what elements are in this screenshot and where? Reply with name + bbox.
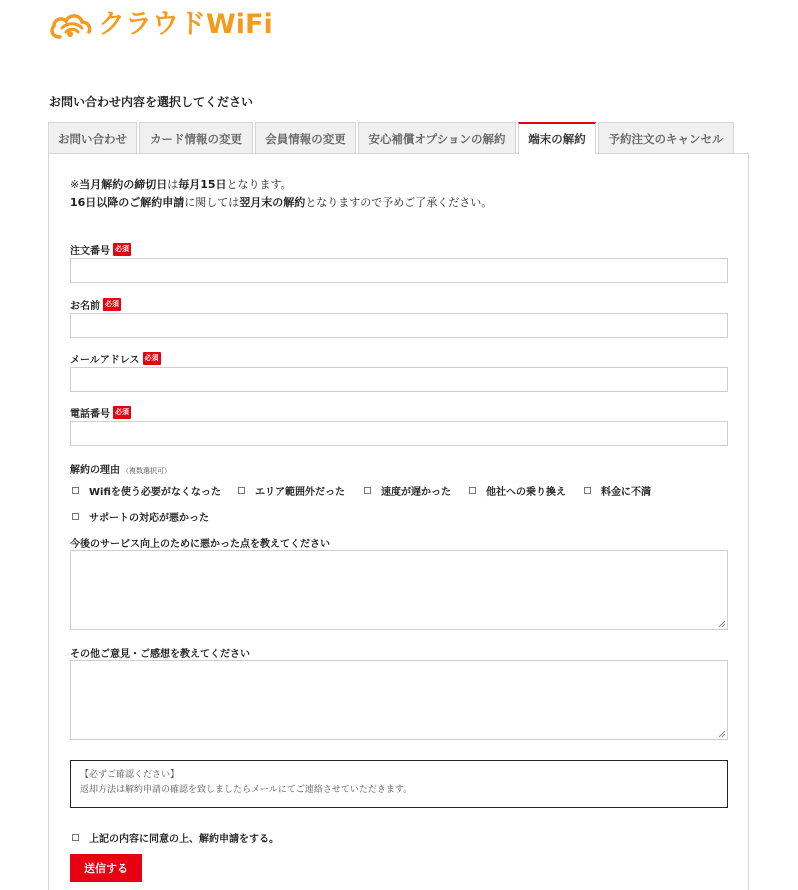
name-label bbox=[70, 297, 121, 312]
required-badge: 必須 bbox=[113, 406, 131, 419]
checkbox-label: 速度が遅かった bbox=[381, 487, 451, 498]
resize-grip-icon[interactable] bbox=[718, 620, 726, 628]
phone-label bbox=[70, 405, 131, 420]
reason-option-no-need[interactable] bbox=[72, 483, 221, 498]
resize-grip-icon[interactable] bbox=[718, 730, 726, 738]
confirmation-box bbox=[70, 760, 728, 808]
confirmation-title: 【必ずご確認ください】 bbox=[80, 770, 180, 780]
notice-bold: 当月解約の締切日 bbox=[79, 178, 168, 191]
notice-bold: 16日以降のご解約申請 bbox=[70, 196, 185, 209]
improvement-textarea[interactable] bbox=[70, 550, 728, 630]
order-number-label bbox=[70, 242, 131, 257]
tab-reservation-cancel[interactable]: 予約注文のキャンセル bbox=[598, 122, 734, 154]
reason-title bbox=[70, 461, 171, 476]
brand-name: クラウドWiFi bbox=[98, 9, 273, 40]
cloud-wifi-icon bbox=[48, 10, 94, 40]
required-badge: 必須 bbox=[143, 352, 161, 365]
tab-card-change[interactable]: カード情報の変更 bbox=[139, 122, 253, 154]
checkbox-label: 料金に不満 bbox=[601, 487, 651, 498]
reason-option-switch[interactable] bbox=[469, 483, 566, 498]
checkbox[interactable] bbox=[238, 487, 245, 494]
agree-checkbox[interactable] bbox=[72, 834, 79, 841]
reason-note: （複数選択可） bbox=[122, 467, 171, 475]
notice-bold: 翌月末の解約 bbox=[239, 196, 306, 209]
submit-button[interactable]: 送信する bbox=[70, 854, 142, 882]
email-input[interactable] bbox=[70, 367, 728, 392]
field-label-text: 電話番号 bbox=[70, 409, 110, 420]
field-label-text: 注文番号 bbox=[70, 246, 110, 257]
tab-bar bbox=[48, 122, 736, 154]
required-badge: 必須 bbox=[113, 243, 131, 256]
notice-line-1 bbox=[70, 176, 492, 194]
agree-checkbox-row[interactable] bbox=[72, 830, 279, 845]
phone-input[interactable] bbox=[70, 421, 728, 446]
name-input[interactable] bbox=[70, 313, 728, 338]
reason-title-text: 解約の理由 bbox=[70, 465, 120, 476]
email-label bbox=[70, 351, 161, 366]
checkbox[interactable] bbox=[364, 487, 371, 494]
tab-insurance-cancel[interactable]: 安心補償オプションの解約 bbox=[358, 122, 516, 154]
required-badge: 必須 bbox=[103, 298, 121, 311]
notice-text: に関しては bbox=[184, 196, 240, 209]
other-feedback-label: その他ご意見・ご感想を教えてください bbox=[70, 649, 250, 660]
checkbox[interactable] bbox=[72, 487, 79, 494]
checkbox[interactable] bbox=[469, 487, 476, 494]
checkbox-label: Wifiを使う必要がなくなった bbox=[89, 487, 221, 498]
notice-text: となります。 bbox=[226, 178, 292, 191]
agree-label: 上記の内容に同意の上、解約申請をする。 bbox=[89, 834, 279, 845]
notice-text: となりますので予めご了承ください。 bbox=[305, 196, 493, 209]
deadline-notice bbox=[70, 176, 492, 212]
field-label-text: メールアドレス bbox=[70, 355, 140, 366]
confirmation-body: 返却方法は解約申請の確認を致しましたらメールにてご連絡させていただきます。 bbox=[80, 785, 413, 795]
reason-option-support[interactable] bbox=[72, 509, 209, 524]
improvement-label: 今後のサービス向上のために悪かった点を教えてください bbox=[70, 539, 330, 550]
other-feedback-textarea[interactable] bbox=[70, 660, 728, 740]
field-label-text: お名前 bbox=[70, 301, 100, 312]
notice-prefix: ※ bbox=[70, 178, 80, 191]
reason-option-price[interactable] bbox=[584, 483, 651, 498]
reason-option-slow[interactable] bbox=[364, 483, 451, 498]
tab-device-cancel[interactable]: 端末の解約 bbox=[518, 122, 596, 154]
notice-text: は bbox=[167, 178, 179, 191]
order-number-input[interactable] bbox=[70, 258, 728, 283]
notice-bold: 毎月15日 bbox=[178, 178, 227, 191]
checkbox-label: エリア範囲外だった bbox=[255, 487, 345, 498]
checkbox-label: サポートの対応が悪かった bbox=[89, 513, 209, 524]
reason-option-out-of-area[interactable] bbox=[238, 483, 345, 498]
tab-member-change[interactable]: 会員情報の変更 bbox=[255, 122, 356, 154]
tab-inquiry[interactable]: お問い合わせ bbox=[48, 122, 137, 154]
notice-line-2 bbox=[70, 194, 492, 212]
brand-logo[interactable] bbox=[48, 8, 273, 42]
form-heading: お問い合わせ内容を選択してください bbox=[49, 95, 254, 109]
checkbox-label: 他社への乗り換え bbox=[486, 487, 566, 498]
checkbox[interactable] bbox=[584, 487, 591, 494]
checkbox[interactable] bbox=[72, 513, 79, 520]
